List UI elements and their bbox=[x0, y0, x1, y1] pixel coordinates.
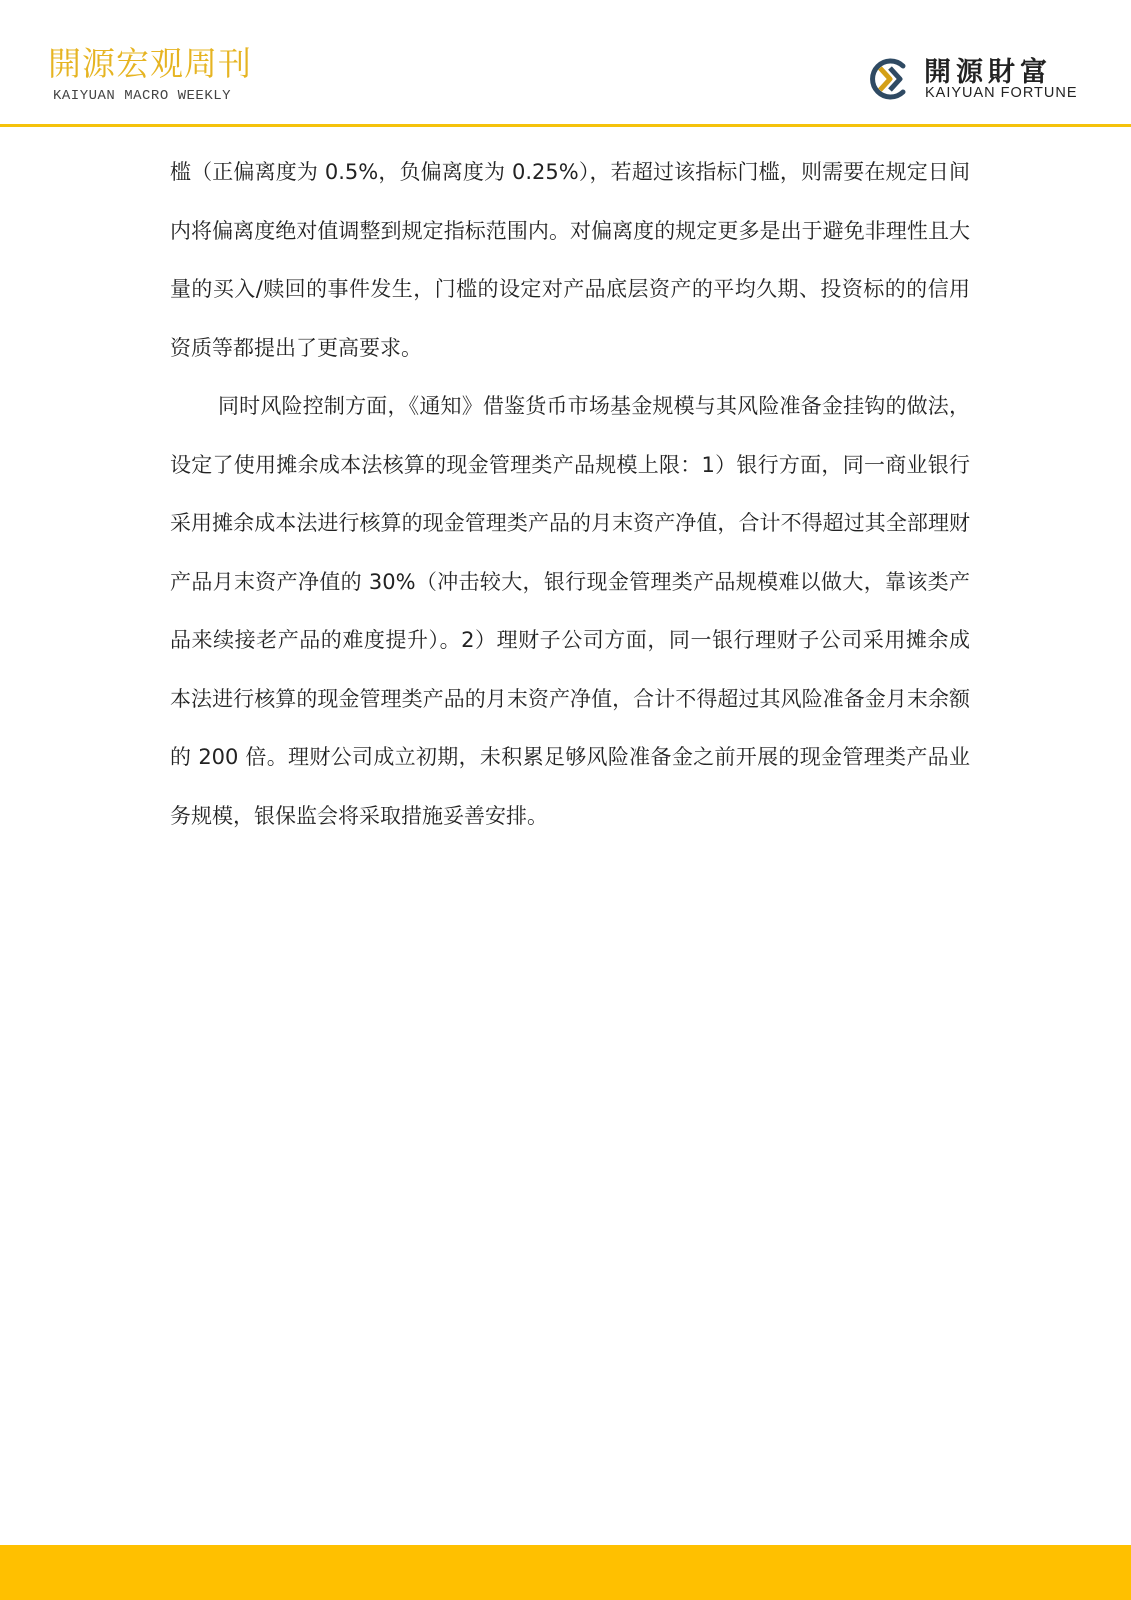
body-paragraph: 槛（正偏离度为 0.5%，负偏离度为 0.25%），若超过该指标门槛，则需要在规定日间内将偏离度绝对值调整到规定指标范围内。对偏离度的规定更多是出于避免非理性且大量的买入/赎回的事件发生，门槛的设定对产品底层资产的平均久期、投资标的的信用资质等都提出了更高要求。 bbox=[170, 160, 970, 360]
page-header bbox=[0, 0, 1131, 126]
logo-name-en: KAIYUAN FORTUNE bbox=[925, 85, 1078, 101]
kaiyuan-fortune-logo bbox=[866, 50, 1096, 106]
publication-title: 開源宏观周刊 bbox=[48, 44, 252, 83]
report-body bbox=[170, 143, 970, 845]
body-paragraph: 同时风险控制方面，《通知》借鉴货币市场基金规模与其风险准备金挂钩的做法，设定了使用摊余成本法核算的现金管理类产品规模上限：1）银行方面，同一商业银行采用摊余成本法进行核算的现金管理类产品的月末资产净值，合计不得超过其全部理财产品月末资产净值的 30%（冲击较大，银行现金管理类产品规模难以做大，靠该类产品来续接老产品的难度提升）。2）理财子公司方面，同一银行理财子公司采用摊余成本法进行核算的现金管理类产品的月末资产净值，合计不得超过其风险准备金月末余额的 200 倍。理财公司成立初期，未积累足够风险准备金之前开展的现金管理类产品业务规模，银保监会将采取措施妥善安排。 bbox=[170, 394, 970, 828]
header-divider bbox=[0, 124, 1131, 127]
publication-subtitle: KAIYUAN MACRO WEEKLY bbox=[53, 88, 232, 104]
logo-name-cn: 開源財富 bbox=[924, 57, 1052, 88]
kaiyuan-logo-icon bbox=[866, 56, 912, 102]
footer-bar bbox=[0, 1545, 1131, 1600]
